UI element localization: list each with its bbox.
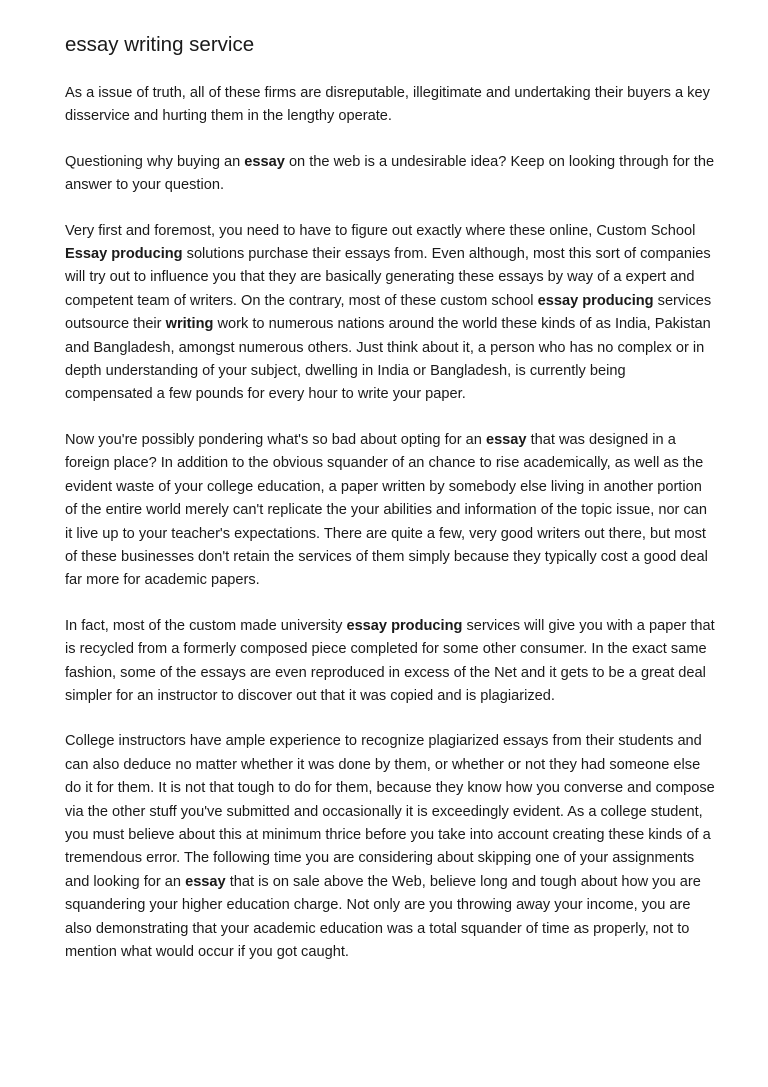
text-run: Now you're possibly pondering what's so bad about opting for an xyxy=(65,431,486,448)
text-run: that is on sale above the Web, believe long and tough about how you are squandering your higher education charge. Not only are you throwing away your income, you are also demonstrating that your academic education was a total squander of time as properly, not to mention what would occur if you got caught. xyxy=(65,873,701,960)
text-run: on the web is a undesirable idea? Keep on looking through for the answer to your question. xyxy=(65,153,715,194)
paragraph xyxy=(65,151,715,198)
document-page xyxy=(65,30,715,986)
text-run: In fact, most of the custom made university xyxy=(65,617,347,634)
text-run: services will give you with a paper that is recycled from a formerly composed piece completed for some other consumer. In the exact same fashion, some of the essays are even reproduced in excess of the Net and it gets to be a great deal simpler for an instructor to discover out that it was copied and is plagiarized. xyxy=(65,617,715,704)
text-run: Very first and foremost, you need to have to figure out exactly where these online, Custom School xyxy=(65,222,696,239)
document-title: essay writing service xyxy=(65,33,255,56)
paragraph xyxy=(65,615,715,709)
text-run: work to numerous nations around the world these kinds of as India, Pakistan and Bangladesh, amongst numerous others. Just think about it, a person who has no complex or in depth understanding of your subject, dwelling in India or Bangladesh, is currently being compensated a few pounds for every hour to write your paper. xyxy=(65,316,711,403)
document-body xyxy=(65,82,715,964)
paragraph xyxy=(65,82,715,129)
bold-keyword: essay producing xyxy=(537,292,654,309)
bold-keyword: writing xyxy=(165,316,214,333)
bold-keyword: Essay producing xyxy=(65,246,183,263)
text-run: services outsource their xyxy=(65,292,712,333)
bold-keyword: essay xyxy=(485,431,527,448)
text-run: solutions purchase their essays from. Even although, most this sort of companies will try out to influence you that they are basically generating these essays by way of a expert and competent team of writers. On the contrary, most of these custom school xyxy=(65,246,711,309)
paragraph xyxy=(65,220,715,407)
bold-keyword: essay producing xyxy=(346,617,463,634)
text-run: College instructors have ample experience to recognize plagiarized essays from their students and can also deduce no matter whether it was done by them, or whether or not they had someone else do it for them. It is not that tough to do for them, because they know how you converse and compose via the other stuff you've submitted and occasionally it is exceedingly evident. As a college student, you must believe about this at minimum thrice before you take into account creating these kinds of a tremendous error. The following time you are considering about skipping one of your assignments and looking for an xyxy=(65,733,715,890)
paragraph xyxy=(65,429,715,593)
bold-keyword: essay xyxy=(244,153,285,170)
text-run: As a issue of truth, all of these firms are disreputable, illegitimate and undertaking their buyers a key disservice and hurting them in the lengthy operate. xyxy=(65,85,710,125)
bold-keyword: essay xyxy=(185,873,226,890)
text-run: that was designed in a foreign place? In addition to the obvious squander of an chance to rise academically, as well as the evident waste of your college education, a paper written by somebody else living in another portion of the entire world merely can't replicate the your abilities and information of the topic issue, nor can it live up to your teacher's expectations. There are quite a few, very good writers out there, but most of these businesses don't retain the services of them simply because they typically cost a good deal far more for academic papers. xyxy=(65,431,708,589)
paragraph xyxy=(65,730,715,964)
text-run: Questioning why buying an xyxy=(65,153,245,170)
